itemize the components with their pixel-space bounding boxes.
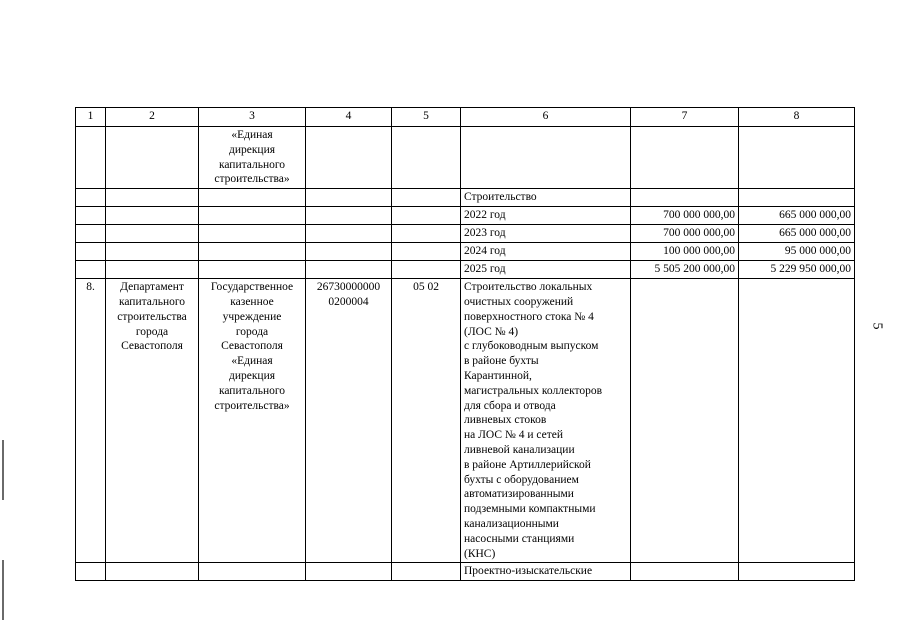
code-cell: 26730000000 0200004 <box>306 279 392 563</box>
year-row <box>76 207 855 225</box>
institution-cell: Государственное казенное учреждение города Севастополя «Единая дирекция капитального строительства» <box>199 279 306 563</box>
continuation-row <box>76 127 855 189</box>
year-label: 2023 год <box>461 225 631 243</box>
year-label: 2024 год <box>461 243 631 261</box>
header-cell: 3 <box>199 108 306 127</box>
header-cell: 4 <box>306 108 392 127</box>
amount-col8: 5 229 950 000,00 <box>739 261 855 279</box>
amount-col7: 5 505 200 000,00 <box>631 261 739 279</box>
header-cell: 8 <box>739 108 855 127</box>
construction-label-row <box>76 189 855 207</box>
year-row <box>76 243 855 261</box>
amount-col8: 665 000 000,00 <box>739 207 855 225</box>
scan-edge-mark <box>2 440 4 500</box>
header-cell: 6 <box>461 108 631 127</box>
department-cell: Департамент капитального строительства города Севастополя <box>106 279 199 563</box>
scan-edge-mark <box>2 560 4 620</box>
header-cell: 2 <box>106 108 199 127</box>
object-description-cell: Строительство локальных очистных сооружений поверхностного стока № 4 (ЛОС № 4) с глубоководным выпуском в районе бухты Карантинной, магистральных коллекторов для сбора и отвода ливневых стоков на ЛОС № 4 и сетей ливневой канализации в районе Артиллерийской бухты с оборудованием автоматизированными подземными компактными канализационными насосными станциями (КНС) <box>461 279 631 563</box>
amount-col7: 700 000 000,00 <box>631 207 739 225</box>
institution-name-cont: «Единая дирекция капитального строительства» <box>199 127 306 189</box>
section-cell: 05 02 <box>392 279 461 563</box>
header-cell: 1 <box>76 108 106 127</box>
page-number: 5 <box>869 322 885 330</box>
survey-label: Проектно-изыскательские <box>461 563 631 581</box>
amount-col7: 700 000 000,00 <box>631 225 739 243</box>
amount-col8: 665 000 000,00 <box>739 225 855 243</box>
header-cell: 5 <box>392 108 461 127</box>
construction-label: Строительство <box>461 189 631 207</box>
year-label: 2025 год <box>461 261 631 279</box>
year-label: 2022 год <box>461 207 631 225</box>
row-number: 8. <box>76 279 106 563</box>
amount-col8: 95 000 000,00 <box>739 243 855 261</box>
year-row <box>76 225 855 243</box>
survey-row <box>76 563 855 581</box>
row-8 <box>76 279 855 563</box>
amount-col7: 100 000 000,00 <box>631 243 739 261</box>
header-row <box>76 108 855 127</box>
year-row <box>76 261 855 279</box>
header-cell: 7 <box>631 108 739 127</box>
budget-table <box>75 107 855 581</box>
